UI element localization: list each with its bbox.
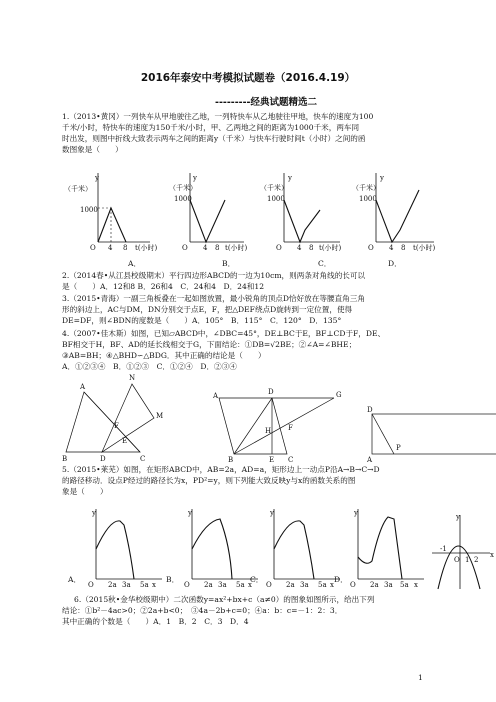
t4-label: 4 [108, 244, 113, 252]
geometry-figures [62, 370, 496, 465]
t-unit-label: t(小时) [225, 244, 248, 252]
t-unit-label: t(小时) [413, 244, 436, 252]
y-axis-label: y [354, 509, 358, 517]
value-1000-label: 1000 [174, 195, 192, 203]
page-subtitle: ---------经典试题精选二 [215, 97, 317, 108]
question-4-line: 4.（2007•佳木斯）如图，已知▱ABCD中，∠DBC=45°，DE⊥BC于E，BF⊥CD于F，DE、 [62, 329, 386, 338]
point-n-label: N [129, 374, 136, 382]
tick-5a: 5a [236, 581, 245, 589]
y-axis-label: y [380, 174, 384, 182]
tick-minus-1: -1 [440, 545, 447, 553]
question-2-line: 2.（2014春•从江县校级期末）平行四边形ABCD的一边为10cm，则两条对角线的长可以 [62, 271, 366, 280]
option-c: C． [318, 259, 332, 268]
point-g-label: G [336, 391, 342, 399]
question-4-line: BF相交于H，BF、AD的延长线相交于G，下面结论：①DB=√2BE；②∠A=∠BHE； [62, 340, 357, 349]
y-axis-label: y [456, 513, 460, 521]
question-5 [62, 464, 380, 497]
tick-2: 2 [474, 556, 479, 564]
point-a-label: A [80, 383, 86, 391]
question-6-line: 结论：①b²－4ac>0；②2a+b<0； ③4a－2b+c=0；④a：b：c=－1：2：3． [62, 606, 343, 615]
point-f-label: F [288, 424, 293, 432]
question-4-line: A．①②③④ B．①②③ C．①②④ D．②③④ [62, 362, 237, 371]
question-5-line: 象是（ ） [62, 487, 108, 496]
question-6-line: 其中正确的个数是（ ）A．1 B．2 C．3 D．4 [62, 617, 249, 626]
tick-5a: 5a [318, 581, 327, 589]
question-3-line: DE=DF，则∠BDN的度数是（ ）A．105° B．115° C．120° D．135° [62, 316, 342, 325]
t-unit-label: t(小时) [319, 244, 342, 252]
x-axis-label: x [330, 581, 334, 589]
question-4-line: ③AB=BH；④△BHD∽△BDG．其中正确的结论是（ ） [62, 351, 266, 360]
point-d-label: D [100, 455, 106, 463]
t4-label: 4 [389, 244, 394, 252]
origin-label: O [182, 244, 188, 252]
y-unit-label: （千米） [352, 184, 380, 192]
value-1000-label: 1000 [80, 206, 98, 214]
y-axis-label: y [188, 509, 192, 517]
q5-graph-d [350, 509, 424, 589]
question-1 [62, 111, 373, 155]
value-1000-label: 1000 [267, 195, 285, 203]
question-1-line: 千米/小时，特快车的速度为150千米/小时，甲、乙两地之间的距离为1000千米，两车同 [62, 123, 360, 132]
point-b-label: B [62, 455, 68, 463]
tick-2a: 2a [370, 581, 379, 589]
figure-rectangle [366, 406, 496, 464]
y-unit-label: （千米） [260, 184, 288, 192]
question-5-graphs [62, 505, 492, 590]
y-axis-label: y [270, 509, 274, 517]
tick-3a: 3a [300, 581, 309, 589]
question-3-line: 形的斜边上，AC与DM，DN分别交于点E，F，把△DEF绕点D旋转到一定位置，使得 [62, 305, 353, 314]
y-axis-label: y [95, 174, 99, 182]
q5-option-d: D． [334, 575, 348, 584]
question-3 [62, 293, 365, 326]
question-6-line: 6.（2015秋•金华校级期中）二次函数y=ax²+bx+c（a≠0）的图象如图所示，给出下列 [74, 595, 375, 604]
question-4 [62, 328, 385, 372]
tick-1: 1 [465, 556, 470, 564]
graph-a [64, 173, 158, 252]
question-1-line: 数图象是（ ） [62, 145, 123, 154]
x-axis-label: x [152, 581, 156, 589]
q5-option-a: A． [68, 575, 82, 584]
tick-3a: 3a [384, 581, 393, 589]
t8-label: 8 [123, 244, 128, 252]
option-d: D． [388, 259, 402, 268]
graph-c [260, 173, 342, 252]
option-b: B． [222, 259, 236, 268]
t4-label: 4 [297, 244, 302, 252]
page-title: 2016年泰安中考模拟试题卷（2016.4.19） [140, 72, 356, 84]
tick-2a: 2a [204, 581, 213, 589]
point-p-label: P [396, 444, 401, 452]
y-axis-label: y [193, 174, 197, 182]
origin-label: O [276, 244, 282, 252]
y-unit-label: （千米） [169, 184, 197, 192]
tick-3a: 3a [218, 581, 227, 589]
option-a: A． [128, 259, 142, 268]
q5-option-b: B． [166, 575, 180, 584]
t8-label: 8 [401, 244, 406, 252]
tick-5a: 5a [140, 581, 149, 589]
origin-label: O [88, 581, 94, 589]
q5-graph-a [88, 509, 162, 589]
point-m-label: M [156, 412, 164, 420]
question-1-line: 时出发，则图中折线大致表示两车之间的距离y（千米）与快车行驶时间t（小时）之间的函 [62, 134, 366, 143]
graph-b [169, 173, 248, 252]
origin-label: O [184, 581, 190, 589]
point-c-label: C [288, 456, 294, 464]
point-d-label: D [367, 406, 373, 414]
question-3-line: 3.（2015•青海）一副三角板叠在一起如图放置，最小锐角的顶点D恰好放在等腰直角三角 [62, 294, 365, 303]
point-a-label: A [367, 456, 373, 464]
tick-2a: 2a [286, 581, 295, 589]
y-axis-label: y [92, 509, 96, 517]
point-f-label: F [114, 422, 119, 430]
point-e-label: E [269, 456, 275, 464]
question-2 [62, 270, 365, 292]
origin-label: O [368, 244, 374, 252]
question-5-line: 的路径移动．设点P经过的路径长为x，PD²=y，则下列能大致反映y与x的函数关系的图 [62, 476, 356, 485]
x-axis-label: x [248, 581, 252, 589]
t8-label: 8 [309, 244, 314, 252]
graph-d [352, 173, 436, 252]
point-c-label: C [140, 455, 146, 463]
y-axis-label: y [288, 174, 292, 182]
origin-label: O [350, 581, 356, 589]
point-e-label: E [122, 437, 128, 445]
q5-option-c: C． [250, 575, 264, 584]
y-unit-label: （千米） [64, 185, 92, 193]
origin-label: O [454, 556, 460, 564]
question-6 [62, 594, 375, 627]
q5-graph-c [266, 509, 340, 589]
point-d-label: D [268, 388, 274, 396]
point-h-label: H [265, 427, 272, 435]
origin-label: O [266, 581, 272, 589]
tick-5a: 5a [400, 581, 409, 589]
question-1-line: 1.（2013•黄冈）一列快车从甲地驶往乙地，一列特快车从乙地驶往甲地，快车的速度为100 [62, 112, 374, 121]
question-2-line: 是（ ）A．12和8 B．26和4 C．24和4 D．24和12 [62, 282, 265, 291]
t-unit-label: t(小时) [135, 244, 158, 252]
page-number: 1 [418, 673, 423, 682]
t4-label: 4 [203, 244, 208, 252]
x-axis-label: x [490, 551, 494, 559]
figure-triangles [62, 374, 163, 463]
figure-parallelogram [212, 388, 342, 464]
question-1-graphs [62, 170, 492, 260]
x-axis-label: x [414, 581, 418, 589]
q5-graph-b [184, 509, 258, 589]
origin-label: O [90, 244, 96, 252]
point-b-label: B [228, 456, 234, 464]
point-a-label: A [213, 392, 219, 400]
tick-2a: 2a [108, 581, 117, 589]
question-5-line: 5.（2015•莱芜）如图，在矩形ABCD中，AB=2a，AD=a，矩形边上一动点P沿A→B→C→D [62, 465, 380, 474]
parabola-figure [432, 513, 494, 589]
tick-3a: 3a [122, 581, 131, 589]
t8-label: 8 [215, 244, 220, 252]
value-1000-label: 1000 [359, 195, 377, 203]
